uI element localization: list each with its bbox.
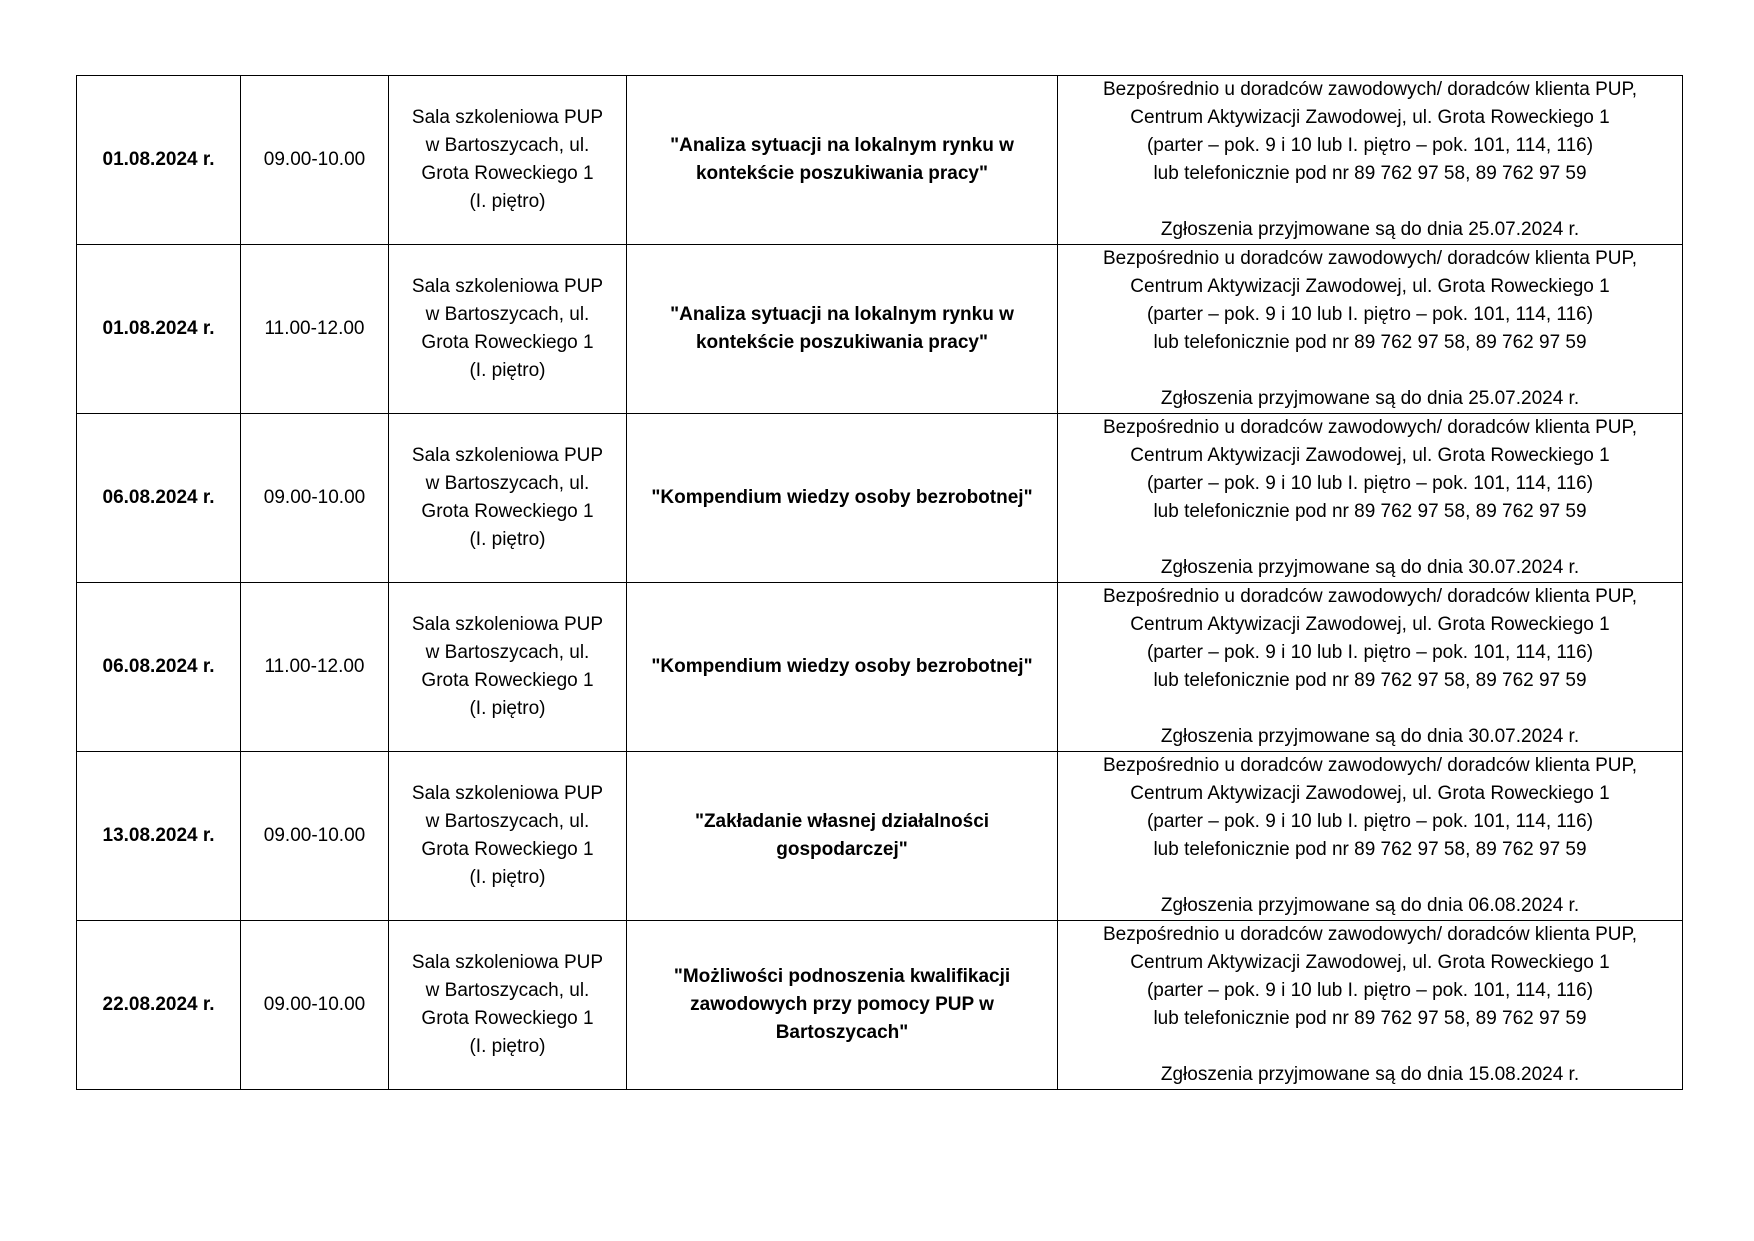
date-text: 13.08.2024 r. <box>102 825 215 846</box>
contact-line: Bezpośrednio u doradców zawodowych/ doradców klienta PUP, <box>1102 248 1638 269</box>
place-line: w Bartoszycach, ul. <box>425 135 590 156</box>
time-cell <box>241 752 389 921</box>
place-line: w Bartoszycach, ul. <box>425 980 590 1001</box>
date-cell <box>77 245 241 414</box>
contact-cell <box>1058 583 1683 752</box>
deadline-text: Zgłoszenia przyjmowane są do dnia 15.08.2024 r. <box>1160 1064 1580 1085</box>
contact-line: lub telefonicznie pod nr 89 762 97 58, 89 762 97 59 <box>1153 839 1587 860</box>
place-line: Sala szkoleniowa PUP <box>411 783 604 804</box>
time-cell <box>241 583 389 752</box>
place-line: w Bartoszycach, ul. <box>425 304 590 325</box>
contact-spacer <box>1064 188 1676 216</box>
place-line: Sala szkoleniowa PUP <box>411 952 604 973</box>
place-cell <box>389 752 627 921</box>
topic-cell <box>627 921 1058 1090</box>
time-text: 09.00-10.00 <box>263 487 366 508</box>
time-text: 09.00-10.00 <box>263 825 366 846</box>
topic-text: "Analiza sytuacji na lokalnym rynku w kontekście poszukiwania pracy" <box>670 135 1014 184</box>
contact-spacer <box>1064 357 1676 385</box>
date-text: 06.08.2024 r. <box>102 487 215 508</box>
time-text: 09.00-10.00 <box>263 149 366 170</box>
deadline-text: Zgłoszenia przyjmowane są do dnia 30.07.2024 r. <box>1160 726 1580 747</box>
place-line: (I. piętro) <box>469 360 546 381</box>
contact-cell <box>1058 921 1683 1090</box>
contact-line: Bezpośrednio u doradców zawodowych/ doradców klienta PUP, <box>1102 924 1638 945</box>
contact-spacer <box>1064 526 1676 554</box>
place-cell <box>389 414 627 583</box>
date-text: 01.08.2024 r. <box>102 318 215 339</box>
place-line: Sala szkoleniowa PUP <box>411 107 604 128</box>
contact-line: (parter – pok. 9 i 10 lub I. piętro – pok. 101, 114, 116) <box>1146 811 1594 832</box>
place-line: Grota Roweckiego 1 <box>421 332 594 353</box>
topic-text: "Zakładanie własnej działalności gospodarczej" <box>694 811 990 860</box>
place-line: Grota Roweckiego 1 <box>421 670 594 691</box>
contact-line: lub telefonicznie pod nr 89 762 97 58, 89 762 97 59 <box>1153 1008 1587 1029</box>
time-text: 11.00-12.00 <box>264 318 365 339</box>
contact-cell <box>1058 76 1683 245</box>
time-cell <box>241 245 389 414</box>
time-cell <box>241 76 389 245</box>
date-text: 22.08.2024 r. <box>102 994 215 1015</box>
contact-cell <box>1058 752 1683 921</box>
contact-line: lub telefonicznie pod nr 89 762 97 58, 89 762 97 59 <box>1153 332 1587 353</box>
contact-spacer <box>1064 695 1676 723</box>
place-line: (I. piętro) <box>469 867 546 888</box>
place-line: (I. piętro) <box>469 529 546 550</box>
contact-line: lub telefonicznie pod nr 89 762 97 58, 89 762 97 59 <box>1153 163 1587 184</box>
deadline-text: Zgłoszenia przyjmowane są do dnia 06.08.2024 r. <box>1160 895 1580 916</box>
date-cell <box>77 752 241 921</box>
deadline-text: Zgłoszenia przyjmowane są do dnia 30.07.2024 r. <box>1160 557 1580 578</box>
deadline-text: Zgłoszenia przyjmowane są do dnia 25.07.2024 r. <box>1160 219 1580 240</box>
date-text: 06.08.2024 r. <box>102 656 215 677</box>
time-cell <box>241 414 389 583</box>
schedule-row <box>77 245 1683 414</box>
contact-line: Centrum Aktywizacji Zawodowej, ul. Grota Roweckiego 1 <box>1130 614 1610 635</box>
contact-line: (parter – pok. 9 i 10 lub I. piętro – pok. 101, 114, 116) <box>1146 473 1594 494</box>
topic-text: "Kompendium wiedzy osoby bezrobotnej" <box>651 656 1033 677</box>
topic-text: "Możliwości podnoszenia kwalifikacji zawodowych przy pomocy PUP w Bartoszycach" <box>673 966 1011 1043</box>
contact-line: Centrum Aktywizacji Zawodowej, ul. Grota Roweckiego 1 <box>1130 952 1610 973</box>
schedule-row <box>77 752 1683 921</box>
place-cell <box>389 76 627 245</box>
place-line: w Bartoszycach, ul. <box>425 473 590 494</box>
topic-cell <box>627 583 1058 752</box>
place-line: (I. piętro) <box>469 698 546 719</box>
place-line: Grota Roweckiego 1 <box>421 501 594 522</box>
place-line: Sala szkoleniowa PUP <box>411 445 604 466</box>
contact-line: Centrum Aktywizacji Zawodowej, ul. Grota Roweckiego 1 <box>1130 445 1610 466</box>
schedule-body <box>77 76 1683 1090</box>
time-cell <box>241 921 389 1090</box>
contact-cell <box>1058 245 1683 414</box>
schedule-row <box>77 414 1683 583</box>
place-line: Grota Roweckiego 1 <box>421 163 594 184</box>
contact-line: (parter – pok. 9 i 10 lub I. piętro – pok. 101, 114, 116) <box>1146 980 1594 1001</box>
time-text: 11.00-12.00 <box>264 656 365 677</box>
contact-spacer <box>1064 864 1676 892</box>
place-cell <box>389 245 627 414</box>
contact-line: Bezpośrednio u doradców zawodowych/ doradców klienta PUP, <box>1102 417 1638 438</box>
date-cell <box>77 414 241 583</box>
contact-line: (parter – pok. 9 i 10 lub I. piętro – pok. 101, 114, 116) <box>1146 642 1594 663</box>
place-cell <box>389 583 627 752</box>
contact-line: Bezpośrednio u doradców zawodowych/ doradców klienta PUP, <box>1102 586 1638 607</box>
topic-text: "Analiza sytuacji na lokalnym rynku w kontekście poszukiwania pracy" <box>670 304 1014 353</box>
contact-line: Bezpośrednio u doradców zawodowych/ doradców klienta PUP, <box>1102 755 1638 776</box>
date-cell <box>77 921 241 1090</box>
date-cell <box>77 76 241 245</box>
contact-line: Centrum Aktywizacji Zawodowej, ul. Grota Roweckiego 1 <box>1130 276 1610 297</box>
date-text: 01.08.2024 r. <box>102 149 215 170</box>
topic-cell <box>627 245 1058 414</box>
place-line: (I. piętro) <box>469 1036 546 1057</box>
schedule-row <box>77 921 1683 1090</box>
schedule-row <box>77 76 1683 245</box>
topic-text: "Kompendium wiedzy osoby bezrobotnej" <box>651 487 1033 508</box>
place-line: Grota Roweckiego 1 <box>421 839 594 860</box>
place-line: w Bartoszycach, ul. <box>425 642 590 663</box>
place-line: (I. piętro) <box>469 191 546 212</box>
date-cell <box>77 583 241 752</box>
topic-cell <box>627 76 1058 245</box>
place-line: Sala szkoleniowa PUP <box>411 276 604 297</box>
time-text: 09.00-10.00 <box>263 994 366 1015</box>
place-line: Grota Roweckiego 1 <box>421 1008 594 1029</box>
contact-cell <box>1058 414 1683 583</box>
place-line: w Bartoszycach, ul. <box>425 811 590 832</box>
workshop-schedule-table <box>76 75 1683 1090</box>
deadline-text: Zgłoszenia przyjmowane są do dnia 25.07.2024 r. <box>1160 388 1580 409</box>
place-cell <box>389 921 627 1090</box>
contact-line: Bezpośrednio u doradców zawodowych/ doradców klienta PUP, <box>1102 79 1638 100</box>
place-line: Sala szkoleniowa PUP <box>411 614 604 635</box>
contact-line: (parter – pok. 9 i 10 lub I. piętro – pok. 101, 114, 116) <box>1146 135 1594 156</box>
contact-line: lub telefonicznie pod nr 89 762 97 58, 89 762 97 59 <box>1153 501 1587 522</box>
schedule-row <box>77 583 1683 752</box>
topic-cell <box>627 414 1058 583</box>
contact-line: lub telefonicznie pod nr 89 762 97 58, 89 762 97 59 <box>1153 670 1587 691</box>
topic-cell <box>627 752 1058 921</box>
contact-spacer <box>1064 1033 1676 1061</box>
contact-line: Centrum Aktywizacji Zawodowej, ul. Grota Roweckiego 1 <box>1130 107 1610 128</box>
contact-line: (parter – pok. 9 i 10 lub I. piętro – pok. 101, 114, 116) <box>1146 304 1594 325</box>
contact-line: Centrum Aktywizacji Zawodowej, ul. Grota Roweckiego 1 <box>1130 783 1610 804</box>
